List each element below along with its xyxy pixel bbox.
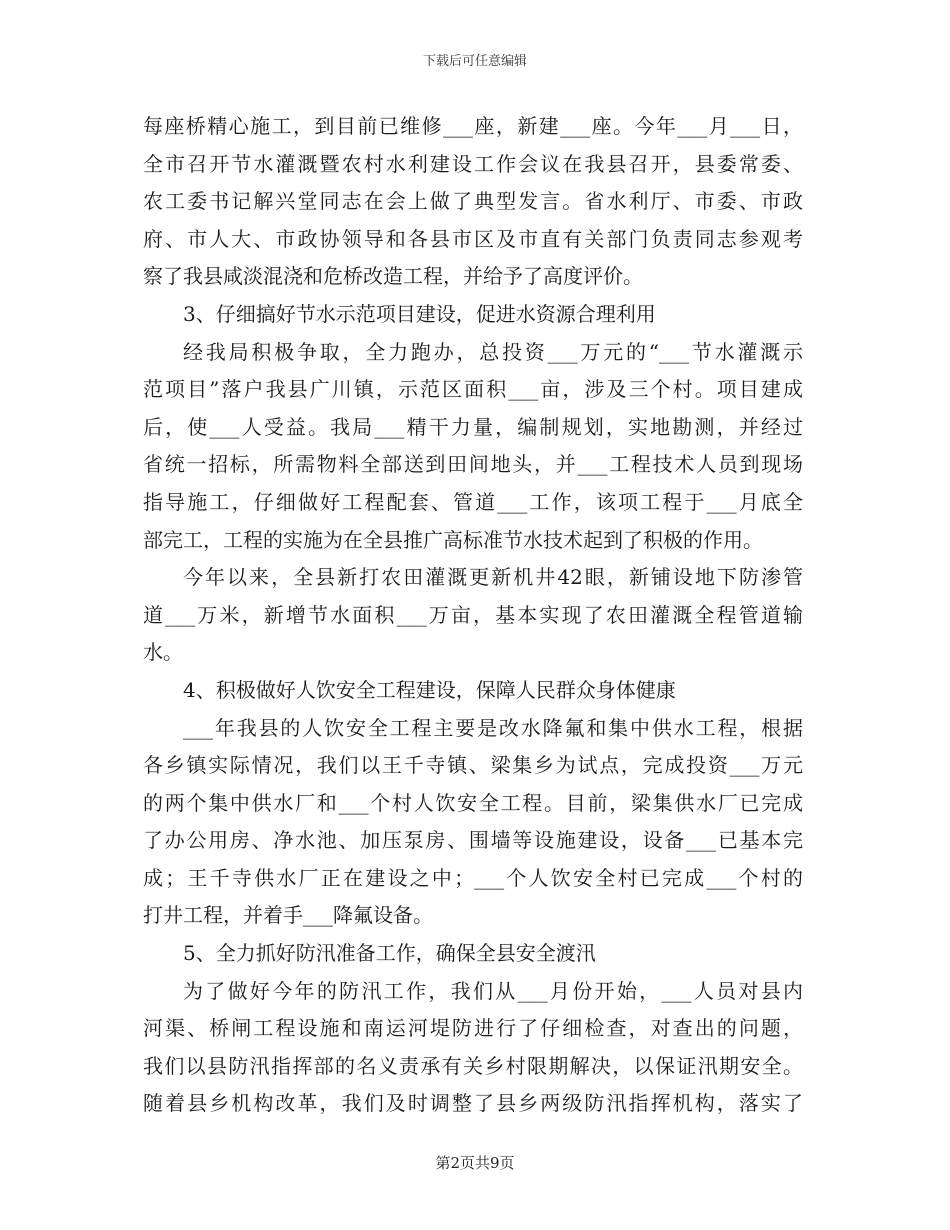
text-line: 打井工程，并着手___降氟设备。 bbox=[143, 903, 433, 928]
text-line: 各乡镇实际情况，我们以王千寺镇、梁集乡为试点，完成投资___万元 bbox=[143, 753, 803, 778]
text-line: 4、积极做好人饮安全工程建设，保障人民群众身体健康 bbox=[183, 677, 676, 702]
text-line: 道___万米，新增节水面积___万亩，基本实现了农田灌溉全程管道输 bbox=[143, 602, 803, 627]
text-line: 察了我县咸淡混浇和危桥改造工程，并给予了高度评价。 bbox=[143, 264, 643, 289]
text-line: 农工委书记解兴堂同志在会上做了典型发言。省水利厅、市委、市政 bbox=[143, 189, 803, 214]
text-line: 今年以来，全县新打农田灌溉更新机井42眼，新铺设地下防渗管 bbox=[183, 565, 803, 590]
text-line: 随着县乡机构改革，我们及时调整了县乡两级防汛指挥机构，落实了 bbox=[143, 1091, 803, 1116]
text-line: 成；王千寺供水厂正在建设之中；___个人饮安全村已完成___个村的 bbox=[143, 865, 803, 890]
text-line: 经我局积极争取，全力跑办，总投资___万元的“___节水灌溉示 bbox=[183, 339, 803, 364]
text-line: 为了做好今年的防汛工作，我们从___月份开始，___人员对县内 bbox=[183, 978, 803, 1003]
text-line: 部完工，工程的实施为在全县推广高标准节水技术起到了积极的作用。 bbox=[143, 527, 763, 552]
document-body bbox=[143, 108, 803, 1123]
text-line: 全市召开节水灌溉暨农村水利建设工作会议在我县召开，县委常委、 bbox=[143, 151, 803, 176]
text-line: 范项目”落户我县广川镇，示范区面积___亩，涉及三个村。项目建成 bbox=[143, 377, 803, 402]
text-line: 指导施工，仔细做好工程配套、管道___工作，该项工程于___月底全 bbox=[143, 489, 803, 514]
text-line: 5、全力抓好防汛准备工作，确保全县安全渡汛 bbox=[183, 941, 596, 966]
page-header: 下载后可任意编辑 bbox=[422, 54, 527, 69]
text-line: 府、市人大、市政协领导和各县市区及市直有关部门负责同志参观考 bbox=[143, 226, 803, 251]
text-line: 河渠、桥闸工程设施和南运河堤防进行了仔细检查，对查出的问题， bbox=[143, 1016, 803, 1041]
text-line: 了办公用房、净水池、加压泵房、围墙等设施建设，设备___已基本完 bbox=[143, 828, 803, 853]
text-line: 水。 bbox=[143, 640, 183, 665]
text-line: ___年我县的人饮安全工程主要是改水降氟和集中供水工程，根据 bbox=[183, 715, 803, 740]
page-footer: 第2页共9页 bbox=[435, 1154, 515, 1172]
text-line: 省统一招标，所需物料全部送到田间地头，并___工程技术人员到现场 bbox=[143, 452, 803, 477]
text-line: 我们以县防汛指挥部的名义责承有关乡村限期解决，以保证汛期安全。 bbox=[143, 1053, 803, 1078]
text-line: 后，使___人受益。我局___精干力量，编制规划，实地勘测，并经过 bbox=[143, 414, 803, 439]
text-line: 的两个集中供水厂和___个村人饮安全工程。目前，梁集供水厂已完成 bbox=[143, 790, 803, 815]
text-line: 3、仔细搞好节水示范项目建设，促进水资源合理利用 bbox=[183, 301, 656, 326]
text-line: 每座桥精心施工，到目前已维修___座，新建___座。今年___月___日， bbox=[143, 114, 803, 138]
